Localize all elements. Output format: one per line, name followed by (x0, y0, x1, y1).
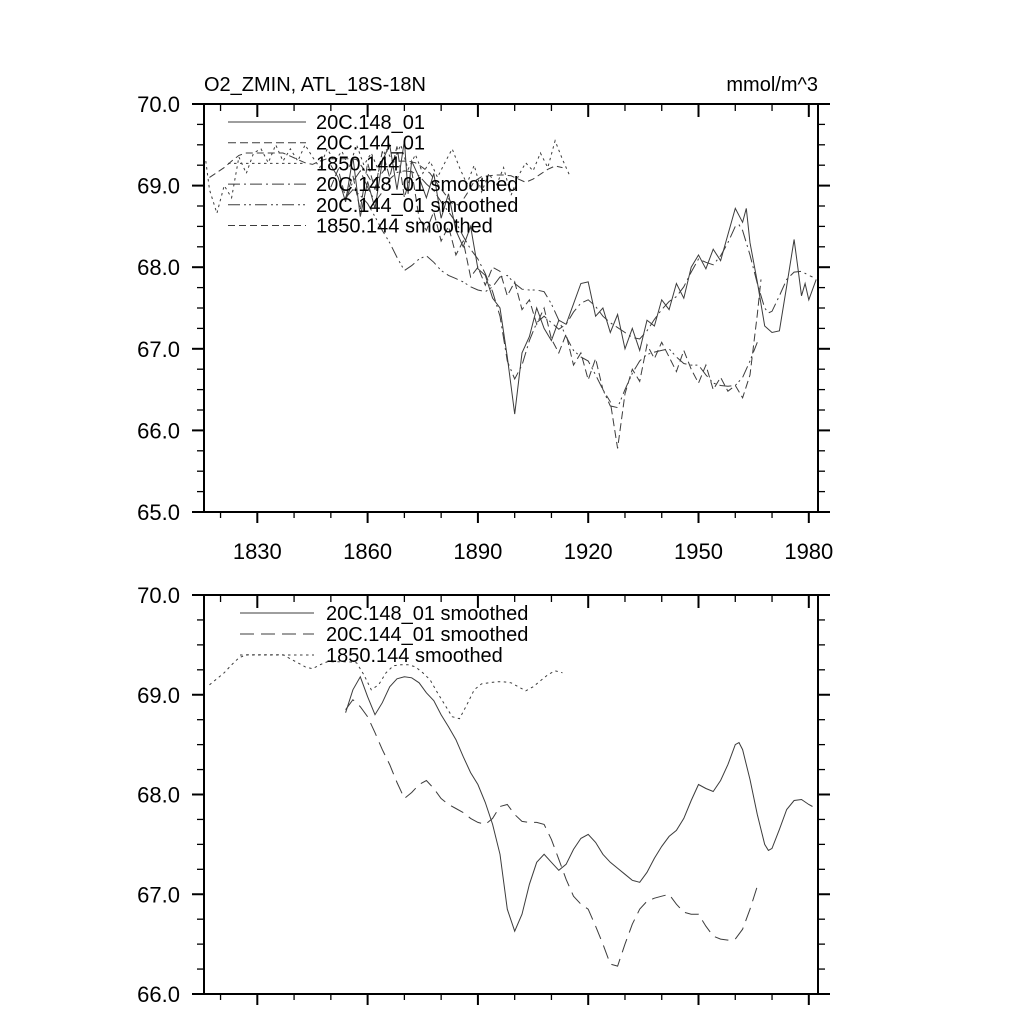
y-tick-label: 68.0 (137, 782, 180, 808)
series-group (210, 655, 813, 966)
legend-item (228, 133, 425, 155)
legend-item (228, 174, 518, 196)
y-tick-label: 66.0 (137, 982, 180, 1007)
series-line-smo_144 (346, 700, 758, 966)
legend-label: 20C.144_01 smoothed (326, 624, 529, 646)
chart-title: O2_ZMIN, ATL_18S-18N (204, 74, 426, 96)
top-legend (228, 112, 518, 238)
y-tick-label: 66.0 (137, 418, 180, 444)
legend-item (240, 645, 503, 667)
units-label: mmol/m^3 (726, 74, 818, 96)
x-tick-label: 1830 (232, 539, 282, 564)
legend-label: 20C.148_01 (316, 112, 425, 134)
top-panel (137, 92, 833, 564)
x-tick-label: 1920 (563, 539, 613, 564)
x-tick-label: 1890 (453, 539, 503, 564)
legend-item (240, 624, 528, 646)
legend-label: 20C.144_01 smoothed (316, 194, 519, 217)
legend-label: 1850.144 smoothed (326, 645, 503, 667)
legend-item (240, 603, 528, 625)
legend-label: 20C.148_01 smoothed (316, 174, 519, 197)
y-tick-label: 67.0 (137, 882, 180, 908)
legend-label: 1850.144 smoothed (316, 215, 493, 238)
plot-border (204, 104, 818, 512)
y-tick-label: 68.0 (137, 255, 180, 281)
y-tick-label: 70.0 (137, 583, 180, 608)
legend-item (228, 195, 518, 217)
series-line-smo_148 (346, 677, 813, 931)
legend-item (228, 216, 493, 238)
x-tick-label: 1860 (343, 539, 393, 564)
x-tick-label: 1950 (674, 539, 723, 564)
y-tick-label: 69.0 (137, 682, 180, 708)
y-tick-label: 69.0 (137, 173, 180, 199)
bottom-legend (240, 603, 528, 667)
y-tick-label: 67.0 (137, 336, 180, 362)
legend-label: 1850.144 (316, 153, 400, 176)
legend-label: 20C.148_01 smoothed (326, 603, 529, 625)
y-tick-label: 65.0 (137, 500, 180, 525)
y-tick-label: 70.0 (137, 92, 180, 117)
legend-label: 20C.144_01 (316, 132, 425, 155)
x-tick-label: 1980 (784, 539, 834, 564)
